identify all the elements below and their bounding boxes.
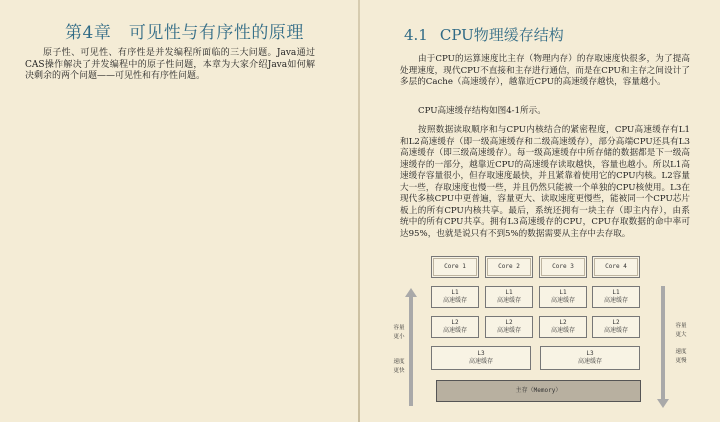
l3-cache-box [431,346,531,370]
cache-level: L2 [559,319,567,326]
core-box: Core 4 [592,256,640,278]
cache-label: 高速缓存 [442,327,467,334]
cache-level: L1 [559,289,567,296]
chapter-intro: 原子性、可见性、有序性是并发编程所面临的三大问题。Java通过CAS操作解决了并发编程中的原子性问题，本章为大家介绍Java如何解决剩余的两个问题——可见性和有序性问题。 [25,48,315,81]
l2-cache-box [431,316,479,338]
cache-level: L3 [586,350,594,357]
speed-slower-label: 速度更慢 [675,349,687,364]
down-arrow-icon [657,286,669,408]
capacity-smaller-label: 容量更小 [393,325,405,340]
section-number: 4.1 [404,26,428,44]
l1-cache-box [485,286,533,308]
up-arrow-icon [405,288,417,406]
cache-label: 高速缓存 [603,297,628,304]
l1-cache-box [592,286,640,308]
section-title-text: CPU物理缓存结构 [439,26,564,44]
cache-label: 高速缓存 [496,327,521,334]
left-page [0,0,358,422]
l2-cache-box [592,316,640,338]
speed-faster-label: 速度更快 [393,359,405,374]
l1-cache-box [431,286,479,308]
core-box: Core 2 [485,256,533,278]
l3-cache-box [540,346,640,370]
cpu-cache-diagram [393,250,705,410]
l2-cache-box [539,316,587,338]
cache-label: 高速缓存 [550,327,575,334]
paragraph: 按照数据读取顺序和与CPU内核结合的紧密程度，CPU高速缓存有L1和L2高速缓存（即一级高速缓存和二级高速缓存），部分高端CPU还具有L3高速缓存（即三级高速缓存）。每一级高速缓存中所存储的数据都是下一级高速缓存的一部分，越靠近CPU的高速缓存读取越快，容量也越小。所以L1高速缓存容量很小，但存取速度最快，并且紧靠着使用它的CPU内核。L2容量大一些，存取速度也慢一些，并且仍然只能被一个单独的CPU核使用。L3在现代多核CPU中更普遍，容量更大、读取速度更慢些，能被同一个CPU芯片板上的所有CPU内核共享。最后，系统还拥有一块主存（即主内存），由系统中的所有CPU共享。拥有L3高速缓存的CPU，CPU存取数据的命中率可达95%，也就是说只有不到5%的数据需要从主存中去存取。 [400,125,690,239]
paragraph: CPU高速缓存结构如图4-1所示。 [418,106,546,116]
core-box: Core 3 [539,256,587,278]
cache-level: L1 [612,289,620,296]
cache-level: L2 [451,319,459,326]
cache-level: L2 [505,319,513,326]
right-page [360,0,720,422]
cache-level: L1 [505,289,513,296]
l1-cache-box [539,286,587,308]
cache-level: L1 [451,289,459,296]
cache-label: 高速缓存 [550,297,575,304]
section-title [404,24,564,45]
cache-label: 高速缓存 [468,358,493,365]
core-box: Core 1 [431,256,479,278]
l2-cache-box [485,316,533,338]
chapter-title: 第4章 可见性与有序性的原理 [65,23,304,43]
cache-label: 高速缓存 [442,297,467,304]
cache-label: 高速缓存 [577,358,602,365]
main-memory-box: 主存（Memory） [436,380,641,402]
capacity-larger-label: 容量更大 [675,323,687,338]
cache-label: 高速缓存 [603,327,628,334]
cache-level: L3 [477,350,485,357]
cache-level: L2 [612,319,620,326]
paragraph: 由于CPU的运算速度比主存（物理内存）的存取速度快很多，为了提高处理速度，现代CPU不直接和主存进行通信，而是在CPU和主存之间设计了多层的Cache（高速缓存），越靠近CPU的高速缓存越快，容量越小。 [400,54,690,87]
cache-label: 高速缓存 [496,297,521,304]
